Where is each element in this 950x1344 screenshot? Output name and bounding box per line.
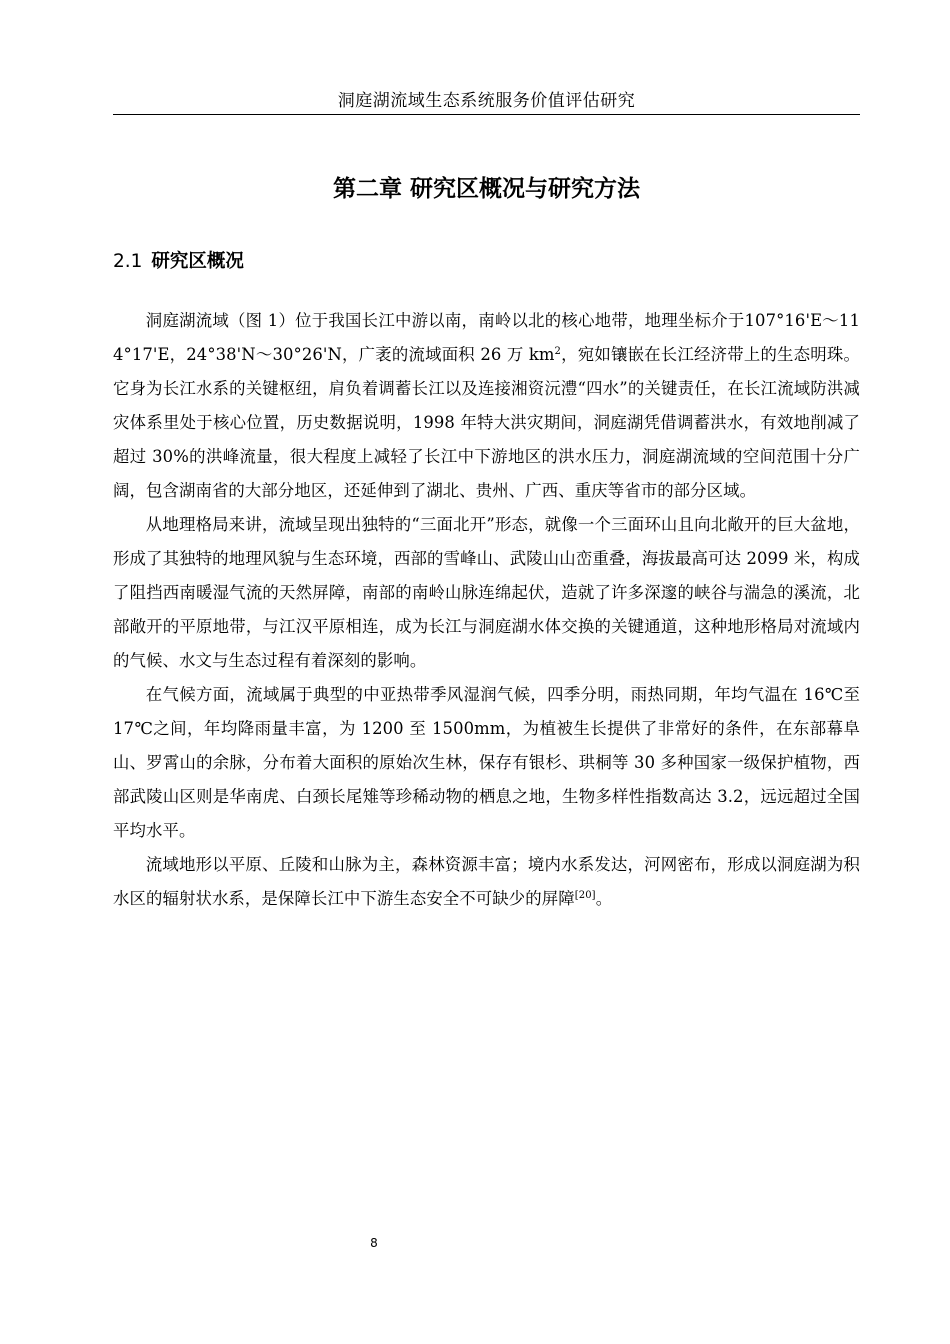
paragraph-geography	[113, 508, 860, 678]
paragraph-text: 流域地形以平原、丘陵和山脉为主，森林资源丰富；境内水系发达，河网密布，形成以洞庭湖为积水区的辐射状水系，是保障长江中下游生态安全不可缺少的屏障	[113, 855, 860, 908]
body-text	[113, 304, 860, 916]
paragraph-text: 在气候方面，流域属于典型的中亚热带季风湿润气候，四季分明，雨热同期，年均气温在 16℃至 17℃之间，年均降雨量丰富，为 1200 至 1500mm，为植被生长提供了非常好的条件，在东部幕阜山、罗霄山的余脉，分布着大面积的原始次生林，保存有银杉、珙桐等 30 多种国家一级保护植物，西部武陵山区则是华南虎、白颈长尾雉等珍稀动物的栖息之地，生物多样性指数高达 3.2，远远超过全国平均水平。	[113, 685, 860, 840]
running-header: 洞庭湖流域生态系统服务价值评估研究	[337, 91, 636, 111]
chapter-title: 第二章 研究区概况与研究方法	[332, 176, 640, 202]
paragraph-overview	[113, 304, 860, 508]
paragraph-text: 洞庭湖流域（图 1）位于我国长江中游以南，南岭以北的核心地带，地理坐标介于107°16'E～114°17'E，24°38'N～30°26'N，广袤的流域面积 26 万 km	[113, 311, 860, 364]
header-rule	[113, 114, 860, 115]
citation-reference: [20]	[574, 890, 596, 901]
paragraph-text: 。	[595, 889, 613, 908]
paragraph-climate	[113, 678, 860, 848]
page-number: 8	[370, 1236, 378, 1250]
superscript-squared: 2	[554, 346, 562, 357]
section-title: 研究区概况	[151, 251, 244, 272]
paragraph-terrain	[113, 848, 860, 916]
paragraph-text: 从地理格局来讲，流域呈现出独特的“三面北开”形态，就像一个三面环山且向北敞开的巨大盆地，形成了其独特的地理风貌与生态环境，西部的雪峰山、武陵山山峦重叠，海拔最高可达 2099 米，构成了阻挡西南暖湿气流的天然屏障，南部的南岭山脉连绵起伏，造就了许多深邃的峡谷与湍急的溪流，北部敞开的平原地带，与江汉平原相连，成为长江与洞庭湖水体交换的关键通道，这种地形格局对流域内的气候、水文与生态过程有着深刻的影响。	[113, 515, 860, 670]
section-number: 2.1	[113, 251, 143, 272]
section-heading	[113, 248, 244, 276]
paragraph-text: ，宛如镶嵌在长江经济带上的生态明珠。它身为长江水系的关键枢纽，肩负着调蓄长江以及连接湘资沅澧“四水”的关键责任，在长江流域防洪减灾体系里处于核心位置，历史数据说明，1998 年特大洪灾期间，洞庭湖凭借调蓄洪水，有效地削减了超过 30%的洪峰流量，很大程度上减轻了长江中下游地区的洪水压力，洞庭湖流域的空间范围十分广阔，包含湖南省的大部分地区，还延伸到了湖北、贵州、广西、重庆等省市的部分区域。	[113, 345, 860, 500]
